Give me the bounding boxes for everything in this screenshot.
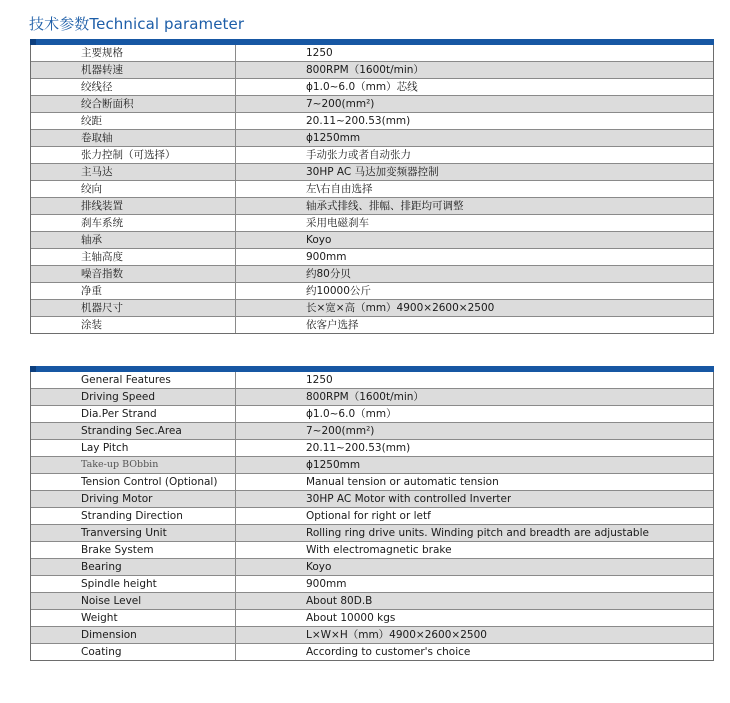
row-value: According to customer's choice (306, 646, 471, 658)
row-value: 20.11~200.53(mm) (306, 442, 411, 454)
row-label: 主马达 (31, 164, 236, 180)
row-label: Brake System (31, 542, 236, 558)
row-value: About 80D.B (306, 595, 373, 607)
row-label: 噪音指数 (31, 266, 236, 282)
row-value: 依客户选择 (306, 319, 359, 331)
row-value: 30HP AC 马达加变频器控制 (306, 166, 439, 178)
row-value: Optional for right or letf (306, 510, 431, 522)
row-value: 7~200(mm²) (306, 98, 375, 110)
row-value: 采用电磁刹车 (306, 217, 369, 229)
table-row (31, 214, 713, 231)
table-row (31, 78, 713, 95)
table-row (31, 422, 713, 439)
row-label: Coating (31, 644, 236, 660)
row-label: Dia.Per Strand (31, 406, 236, 422)
table-row (31, 490, 713, 507)
table-row (31, 507, 713, 524)
table-header-bar (30, 366, 714, 372)
table-row (31, 95, 713, 112)
row-label: Stranding Direction (31, 508, 236, 524)
row-label: Spindle height (31, 576, 236, 592)
row-label: Tranversing Unit (31, 525, 236, 541)
row-value: 约10000公斤 (306, 285, 371, 297)
row-value: Koyo (306, 561, 332, 573)
row-label: Take-up BObbin (31, 457, 236, 473)
row-value: 800RPM（1600t/min） (306, 391, 424, 403)
table-row (31, 456, 713, 473)
row-label: 净重 (31, 283, 236, 299)
row-label: 绞向 (31, 181, 236, 197)
row-label: Tension Control (Optional) (31, 474, 236, 490)
row-value: Koyo (306, 234, 332, 246)
row-value: L×W×H（mm）4900×2600×2500 (306, 629, 487, 641)
row-label: 绞距 (31, 113, 236, 129)
row-label: Stranding Sec.Area (31, 423, 236, 439)
row-value: 长×宽×高（mm）4900×2600×2500 (306, 302, 495, 314)
row-label: 涂装 (31, 317, 236, 333)
table-row (31, 609, 713, 626)
table-row (31, 473, 713, 490)
row-label: Bearing (31, 559, 236, 575)
row-value: About 10000 kgs (306, 612, 396, 624)
table-row (31, 524, 713, 541)
table-row (31, 61, 713, 78)
row-value: Manual tension or automatic tension (306, 476, 499, 488)
table-row (31, 575, 713, 592)
row-value: ϕ1.0~6.0（mm） (306, 408, 397, 420)
spec-table-chinese (30, 39, 714, 334)
table-row (31, 163, 713, 180)
row-value: ϕ1250mm (306, 132, 361, 144)
table-row (31, 129, 713, 146)
table-row (31, 248, 713, 265)
row-label: 张力控制（可选择） (31, 147, 236, 163)
table-row (31, 146, 713, 163)
row-value: 约80分贝 (306, 268, 351, 280)
row-value: 7~200(mm²) (306, 425, 375, 437)
row-label: 绞合断面积 (31, 96, 236, 112)
row-value: 手动张力或者自动张力 (306, 149, 411, 161)
table-row (31, 180, 713, 197)
row-label: General Features (31, 372, 236, 388)
page-title: 技术参数Technical parameter (29, 15, 245, 33)
row-value: Rolling ring drive units. Winding pitch and breadth are adjustable (306, 527, 649, 539)
row-value: ϕ1.0~6.0（mm）芯线 (306, 81, 418, 93)
table-row (31, 541, 713, 558)
table-row (31, 643, 713, 660)
row-label: 轴承 (31, 232, 236, 248)
table-row (31, 265, 713, 282)
row-label: 主轴高度 (31, 249, 236, 265)
table-row (31, 439, 713, 456)
row-label: 绞线径 (31, 79, 236, 95)
table-row (31, 197, 713, 214)
table-row (31, 316, 713, 333)
table-row (31, 558, 713, 575)
table-row (31, 282, 713, 299)
table-row (31, 372, 713, 388)
table-row (31, 45, 713, 61)
row-value: 1250 (306, 374, 333, 386)
row-value: 轴承式排线、排幅、排距均可调整 (306, 200, 464, 212)
row-label: 卷取轴 (31, 130, 236, 146)
table-header-bar (30, 39, 714, 45)
row-value: 20.11~200.53(mm) (306, 115, 411, 127)
row-label: Driving Motor (31, 491, 236, 507)
table-row (31, 231, 713, 248)
row-label: Lay Pitch (31, 440, 236, 456)
row-label: Driving Speed (31, 389, 236, 405)
table-row (31, 112, 713, 129)
row-value: 30HP AC Motor with controlled Inverter (306, 493, 512, 505)
table-row (31, 626, 713, 643)
row-label: Noise Level (31, 593, 236, 609)
row-value: 900mm (306, 578, 347, 590)
row-label: Weight (31, 610, 236, 626)
row-label: 排线装置 (31, 198, 236, 214)
row-label: 机器转速 (31, 62, 236, 78)
table-row (31, 388, 713, 405)
row-value: 800RPM（1600t/min） (306, 64, 424, 76)
row-label: 刹车系统 (31, 215, 236, 231)
row-label: 机器尺寸 (31, 300, 236, 316)
spec-table-english (30, 366, 714, 661)
row-value: ϕ1250mm (306, 459, 361, 471)
row-value: With electromagnetic brake (306, 544, 452, 556)
row-label: 主要规格 (31, 45, 236, 61)
row-value: 1250 (306, 47, 333, 59)
row-value: 900mm (306, 251, 347, 263)
table-row (31, 299, 713, 316)
table-row (31, 405, 713, 422)
row-label: Dimension (31, 627, 236, 643)
row-value: 左\右自由选择 (306, 183, 373, 195)
table-row (31, 592, 713, 609)
